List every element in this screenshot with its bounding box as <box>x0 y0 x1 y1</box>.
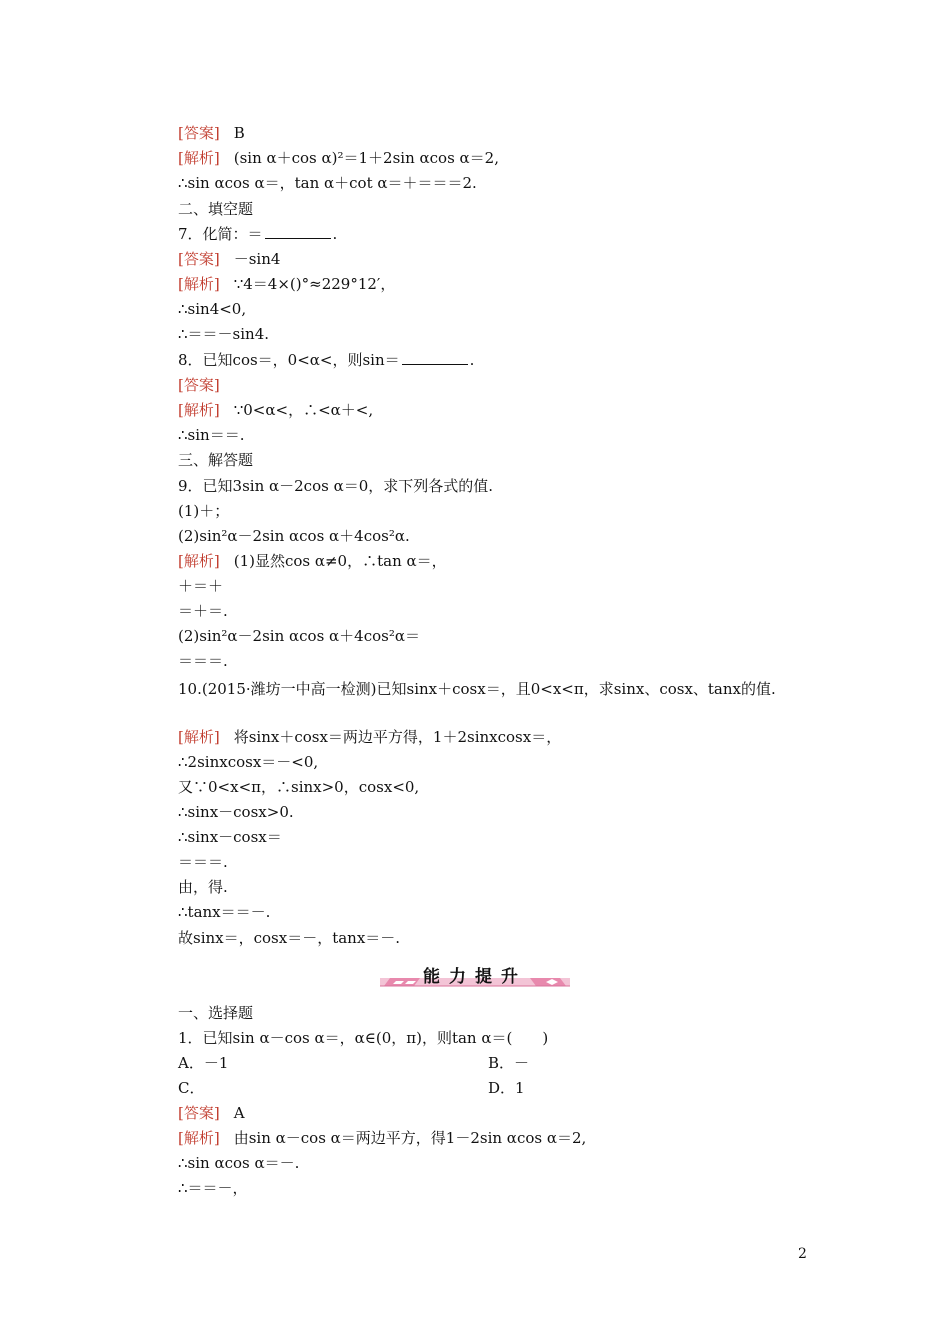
q9-analysis: [解析] (1)显然cos α≠0，∴tan α＝， <box>178 552 447 570</box>
analysis-text: (sin α＋cos α)²＝1＋2sin αcos α＝2, <box>233 149 499 167</box>
q10-line9: 故sinx＝，cosx＝－，tanx＝－. <box>178 929 401 947</box>
q9-line3: ＝＋＝. <box>178 602 228 620</box>
q10-analysis: [解析] 将sinx＋cosx＝两边平方得，1＋2sinxcosx＝， <box>178 728 562 746</box>
answer-blank <box>402 350 468 365</box>
q1-options-cd <box>178 1078 778 1098</box>
answer-value: B <box>233 124 245 142</box>
q7-stem: 7．化简：＝ . <box>178 225 338 243</box>
analysis-tag: [解析] <box>178 1129 220 1147</box>
q10-line3: 又∵0<x<π，∴sinx>0，cosx<0, <box>178 778 420 796</box>
q1-line3: ∴＝＝－， <box>178 1179 248 1197</box>
option-b: B．－ <box>488 1054 530 1072</box>
analysis-tag: [解析] <box>178 149 220 167</box>
section-choice: 一、选择题 <box>178 1004 254 1022</box>
answer-tag: [答案] <box>178 250 220 268</box>
q9-line5: ＝＝＝. <box>178 652 228 670</box>
q10-line2: ∴2sinxcosx＝－<0, <box>178 753 319 771</box>
q1-options-ab <box>178 1053 778 1073</box>
q1-line2: ∴sin αcos α＝－. <box>178 1154 300 1172</box>
q9-line2: ＋＝＋ <box>178 577 224 595</box>
answer-tag: [答案] <box>178 376 220 394</box>
answer-blank <box>265 224 331 239</box>
option-c: C． <box>178 1079 205 1097</box>
q8-analysis: [解析] ∵0<α<，∴<α＋<, <box>178 401 374 419</box>
q10-line8: ∴tanx＝＝－. <box>178 903 271 921</box>
q1-stem: 1．已知sin α－cos α＝，α∈(0，π)，则tan α＝( ) <box>178 1029 549 1047</box>
analysis-tag: [解析] <box>178 728 220 746</box>
q10-line5: ∴sinx－cosx＝ <box>178 828 282 846</box>
q1-analysis: [解析] 由sin α－cos α＝两边平方，得1－2sin αcos α＝2, <box>178 1129 587 1147</box>
q10-line4: ∴sinx－cosx>0. <box>178 803 294 821</box>
option-a: A．－1 <box>178 1054 229 1072</box>
q7-analysis: [解析] ∵4＝4×()°≈229°12′， <box>178 275 396 293</box>
q6-analysis <box>178 148 499 168</box>
section-fill-blank: 二、填空题 <box>178 200 254 218</box>
q10-line7: 由，得. <box>178 878 228 896</box>
section-solve: 三、解答题 <box>178 451 254 469</box>
q6-line2: ∴sin αcos α＝，tan α＋cot α＝＋＝＝＝2. <box>178 174 477 192</box>
q7-answer: [答案] －sin4 <box>178 250 281 268</box>
q9-part1: (1)＋； <box>178 502 230 520</box>
q6-answer <box>178 123 245 143</box>
q1-answer: [答案] A <box>178 1104 245 1122</box>
q10-stem: 10.(2015·潍坊一中高一检测)已知sinx＋cosx＝，且0<x<π，求sinx、cosx、tanx的值. <box>178 680 776 698</box>
q10-line6: ＝＝＝. <box>178 853 228 871</box>
banner-title: 能力提升 <box>423 967 527 987</box>
answer-tag: [答案] <box>178 1104 220 1122</box>
ability-banner <box>380 960 570 990</box>
answer-tag: [答案] <box>178 124 220 142</box>
q8-line2: ∴sin＝＝. <box>178 426 245 444</box>
analysis-tag: [解析] <box>178 275 220 293</box>
q9-part2: (2)sin²α－2sin αcos α＋4cos²α. <box>178 527 410 545</box>
option-d: D．1 <box>488 1079 525 1097</box>
q9-stem: 9．已知3sin α－2cos α＝0，求下列各式的值. <box>178 477 494 495</box>
analysis-tag: [解析] <box>178 552 220 570</box>
page-number: 2 <box>798 1246 807 1262</box>
q8-answer <box>178 375 234 395</box>
q9-line4: (2)sin²α－2sin αcos α＋4cos²α＝ <box>178 627 420 645</box>
q7-line3: ∴＝＝－sin4. <box>178 325 270 343</box>
analysis-tag: [解析] <box>178 401 220 419</box>
q8-stem: 8．已知cos＝，0<α<，则sin＝ . <box>178 351 475 369</box>
q7-line2: ∴sin4<0, <box>178 300 247 318</box>
